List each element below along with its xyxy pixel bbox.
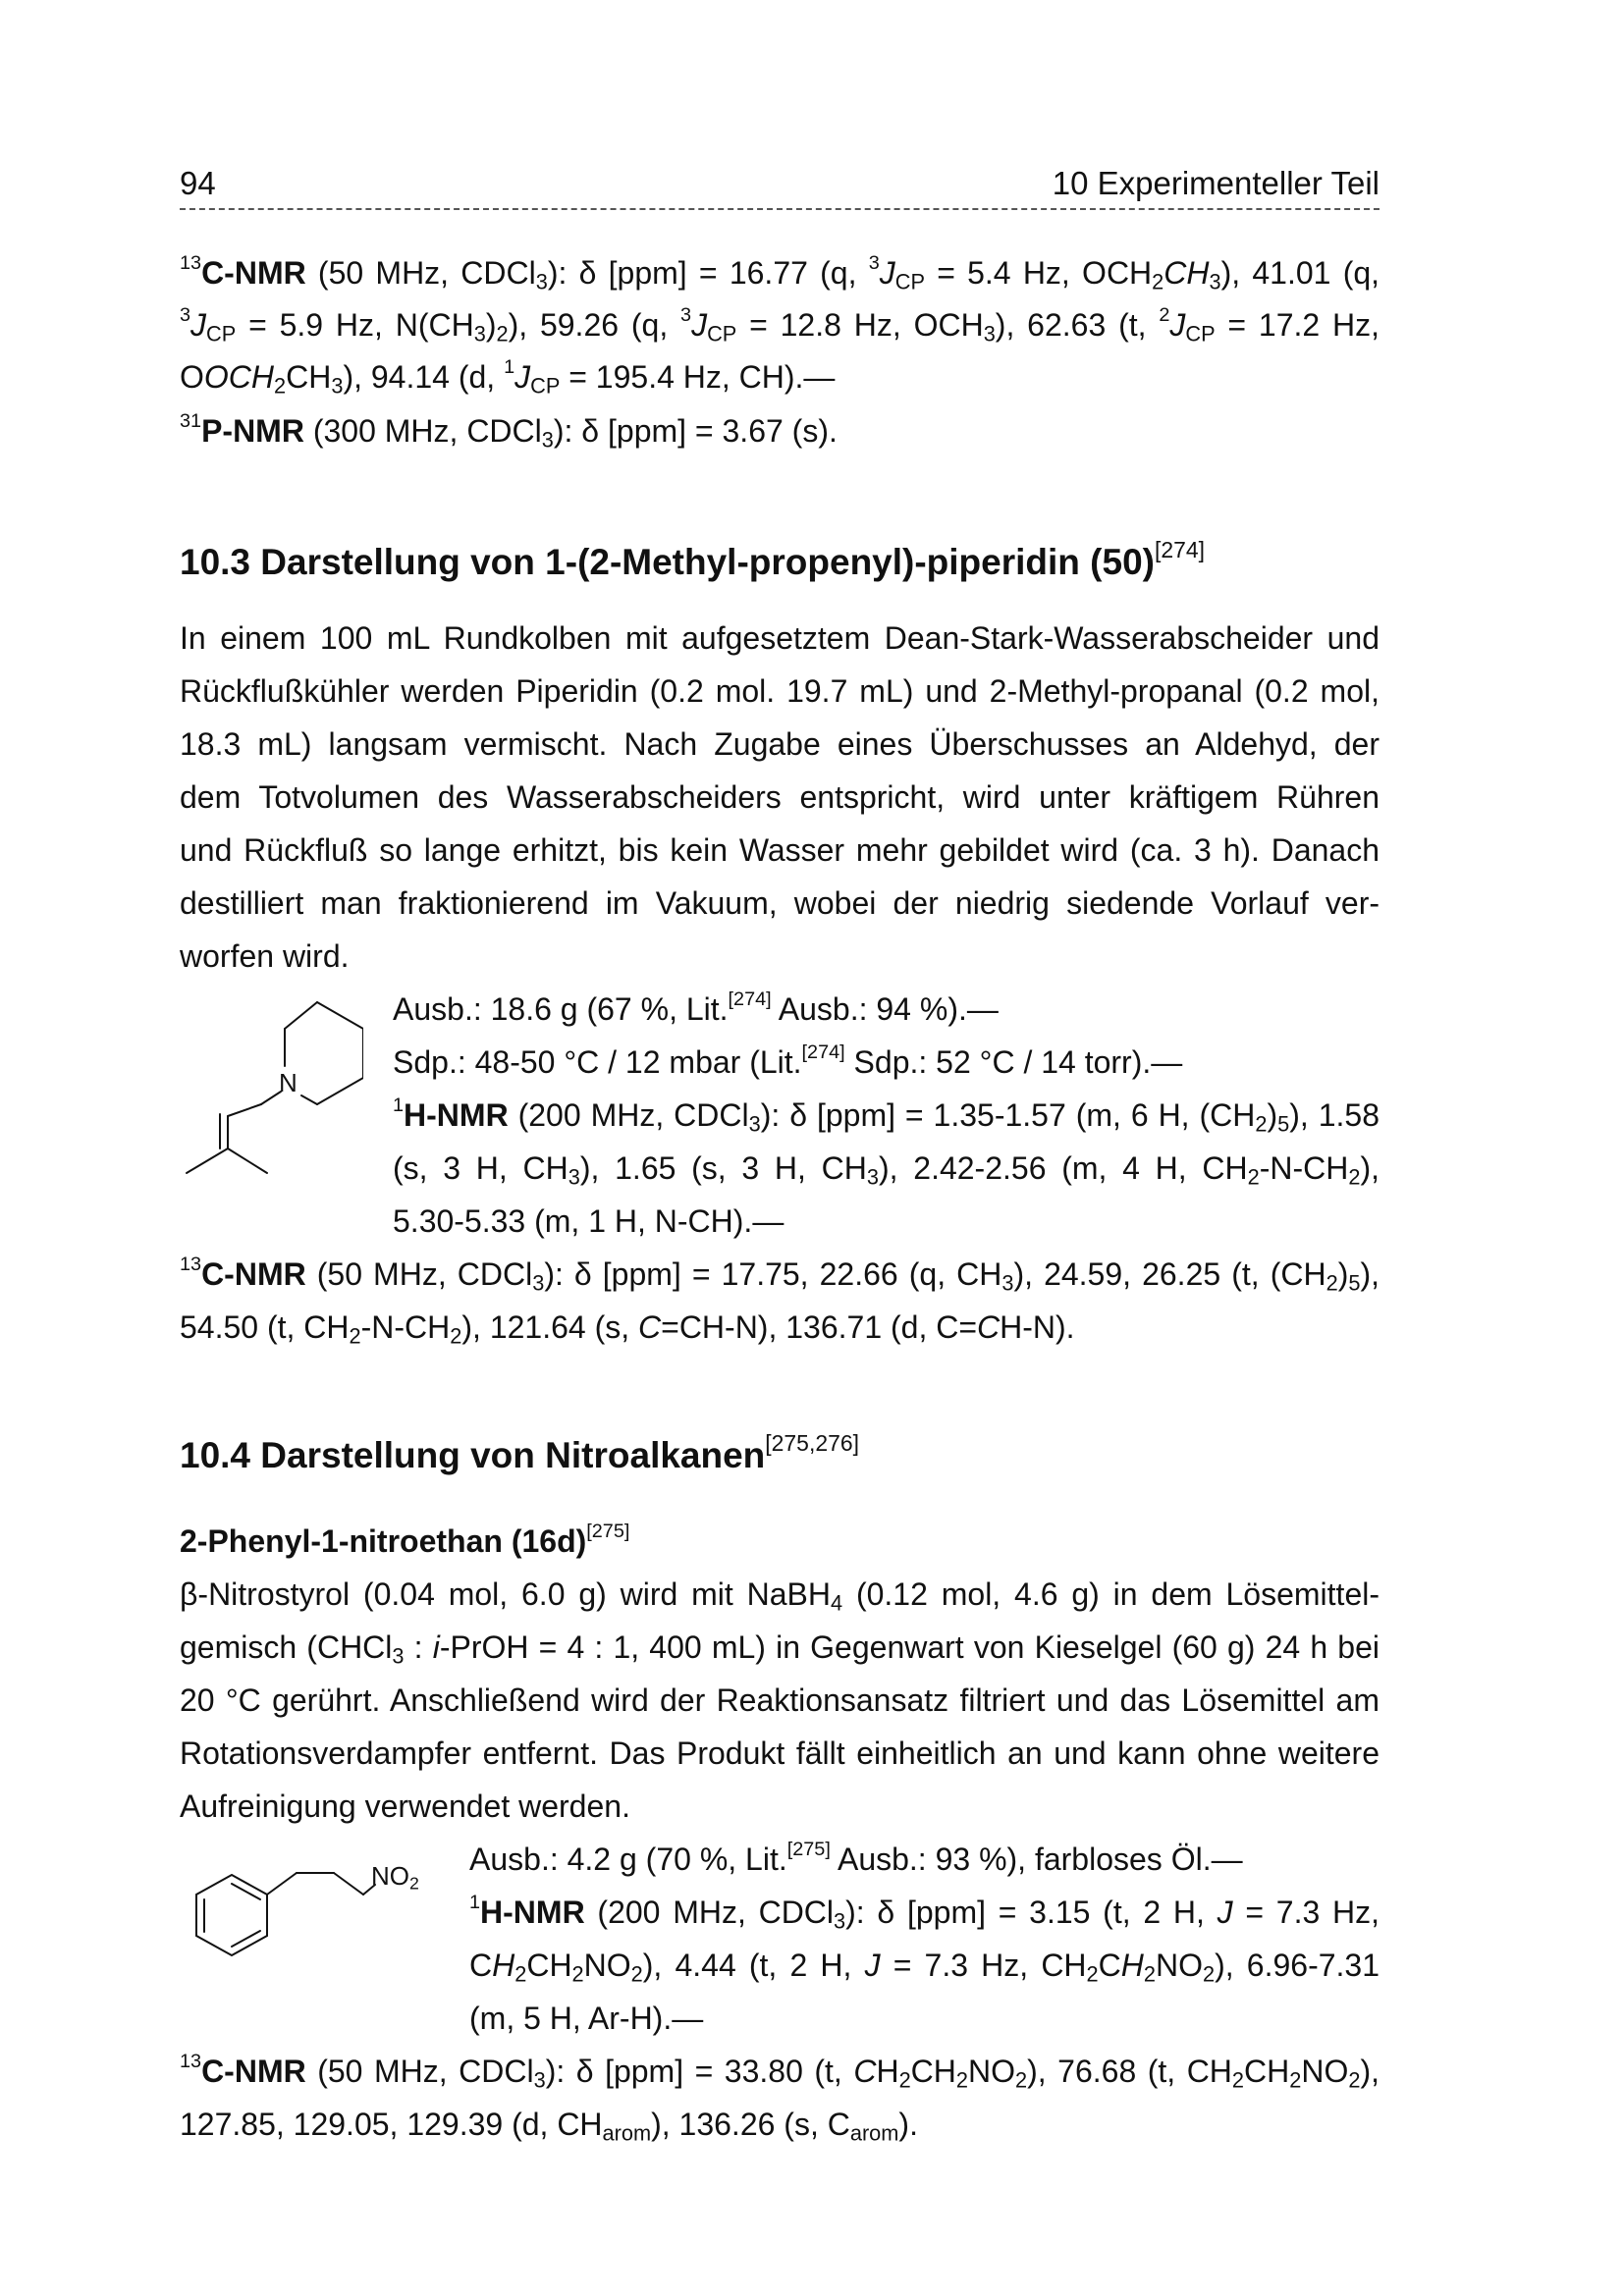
body-line: dem Totvolumen des Wasserabscheiders entspricht, wird unter kräftigem Rühren bbox=[180, 779, 1380, 815]
body-line: worfen wird. bbox=[180, 938, 350, 974]
h1-nmr-line-3: (m, 5 H, Ar-H).— bbox=[469, 2001, 704, 2036]
body-line: 20 °C gerührt. Anschließend wird der Reaktionsansatz filtriert und das Lösemittel am bbox=[180, 1682, 1380, 1718]
yield-line: Ausb.: 4.2 g (70 %, Lit.[275] Ausb.: 93 %), farbloses Öl.— bbox=[469, 1839, 1243, 1877]
body-line: 18.3 mL) langsam vermischt. Nach Zugabe eines Überschusses an Aldehyd, der bbox=[180, 726, 1380, 762]
body-line: destilliert man fraktionierend im Vakuum, wobei der niedrig siedende Vorlauf ver- bbox=[180, 885, 1380, 921]
h1-nmr-line-3: 5.30-5.33 (m, 1 H, N-CH).— bbox=[393, 1203, 784, 1239]
nitro-group-label: $NO_2$ bbox=[371, 1861, 419, 1894]
p31-nmr-line: $^{31}$P-NMR (300 MHz, CDCl$_3$): δ [ppm] = 3.67 (s). bbox=[180, 410, 838, 453]
yield-line: Ausb.: 18.6 g (67 %, Lit.[274] Ausb.: 94 %).— bbox=[393, 988, 999, 1027]
h1-nmr-line-2: (s, 3 H, $CH_3$), 1.65 (s, 3 H, $CH_3$), 2.42-2.56 (m, 4 H, $CH_2-N-CH_2$), bbox=[393, 1150, 1380, 1190]
c13-nmr-line-3: $OOCH_2CH_3$), 94.14 (d, $^1J_{CP} = 195.4$ Hz, CH).— bbox=[180, 356, 836, 399]
body-line: gemisch (CHCl$_3$ : i-PrOH = 4 : 1, 400 mL) in Gegenwart von Kieselgel (60 g) 24 h bei bbox=[180, 1629, 1380, 1669]
h1-nmr-line-2: $CH_2CH_2NO_2$), 4.44 (t, 2 H, J = 7.3 Hz, $CH_2CH_2NO_2$), 6.96-7.31 bbox=[469, 1948, 1380, 1987]
body-line: Rückflußkühler werden Piperidin (0.2 mol. 19.7 mL) und 2-Methyl-propanal (0.2 mol, bbox=[180, 673, 1380, 709]
c13-nmr-line-2: 54.50 (t, $CH_2-N-CH_2$), 121.64 (s, C=CH-N), 136.71 (d, C=CH-N). bbox=[180, 1309, 1075, 1349]
body-line: β-Nitrostyrol (0.04 mol, 6.0 g) wird mit NaBH$_4$ (0.12 mol, 4.6 g) in dem Lösemittel- bbox=[180, 1576, 1380, 1616]
c13-nmr-line-1: $^{13}$C-NMR (50 MHz, CDCl$_3$): δ [ppm] = 33.80 (t, $CH_2CH_2NO_2$), 76.68 (t, $CH_2CH_2NO_2$), bbox=[180, 2051, 1380, 2093]
body-line: Rotationsverdampfer entfernt. Das Produkt fällt einheitlich an und kann ohne weitere bbox=[180, 1735, 1380, 1771]
h1-nmr-line-1: $^1$H-NMR (200 MHz, CDCl$_3$): δ [ppm] = 3.15 (t, 2 H, J = 7.3 Hz, bbox=[469, 1892, 1380, 1934]
atom-label-n: N bbox=[279, 1068, 298, 1097]
subsection-heading: 2-Phenyl-1-nitroethan (16d)[275] bbox=[180, 1521, 630, 1559]
h1-nmr-line-1: $^1$H-NMR (200 MHz, CDCl$_3$): δ [ppm] = 1.35-1.57 (m, 6 H, $(CH_2)_5$), 1.58 bbox=[393, 1095, 1380, 1137]
body-line: Aufreinigung verwendet werden. bbox=[180, 1789, 630, 1824]
boiling-point-line: Sdp.: 48-50 °C / 12 mbar (Lit.[274] Sdp.: 52 °C / 14 torr).— bbox=[393, 1041, 1183, 1080]
body-line: In einem 100 mL Rundkolben mit aufgesetztem Dean-Stark-Wasserabscheider und bbox=[180, 620, 1380, 656]
c13-nmr-line-1: $^{13}$C-NMR (50 MHz, CDCl$_3$): δ [ppm] = 16.77 (q, $^3J_{CP} = 5.4$ Hz, $OCH_2CH_3$), 41.01 (q, bbox=[180, 252, 1380, 294]
structure-piperidine-enamine bbox=[177, 991, 363, 1188]
c13-nmr-line-2: 127.85, 129.05, 129.39 (d, $CH_{arom}$), 136.26 (s, $C_{arom}$). bbox=[180, 2107, 918, 2146]
c13-nmr-line-1: $^{13}$C-NMR (50 MHz, CDCl$_3$): δ [ppm] = 17.75, 22.66 (q, $CH_3$), 24.59, 26.25 (t, $(CH_2)_5$), bbox=[180, 1254, 1380, 1296]
structure-phenylnitroethane bbox=[177, 1845, 452, 1973]
c13-nmr-line-2: $^3J_{CP} = 5.9$ Hz, $N(CH_3)_2$), 59.26 (q, $^3J_{CP} = 12.8$ Hz, $OCH_3$), 62.63 (t, $^2J_{CP} = 17.2$ Hz, bbox=[180, 304, 1380, 347]
section-heading-10-3: 10.3 Darstellung von 1-(2-Methyl-propenyl)-piperidin (50)[274] bbox=[180, 536, 1205, 582]
page-number: 94 bbox=[180, 165, 216, 201]
body-line: und Rückfluß so lange erhitzt, bis kein Wasser mehr gebildet wird (ca. 3 h). Danach bbox=[180, 832, 1380, 868]
section-heading-10-4: 10.4 Darstellung von Nitroalkanen[275,276] bbox=[180, 1429, 859, 1475]
page-header bbox=[180, 165, 1380, 210]
chapter-title: 10 Experimenteller Teil bbox=[1052, 165, 1380, 201]
